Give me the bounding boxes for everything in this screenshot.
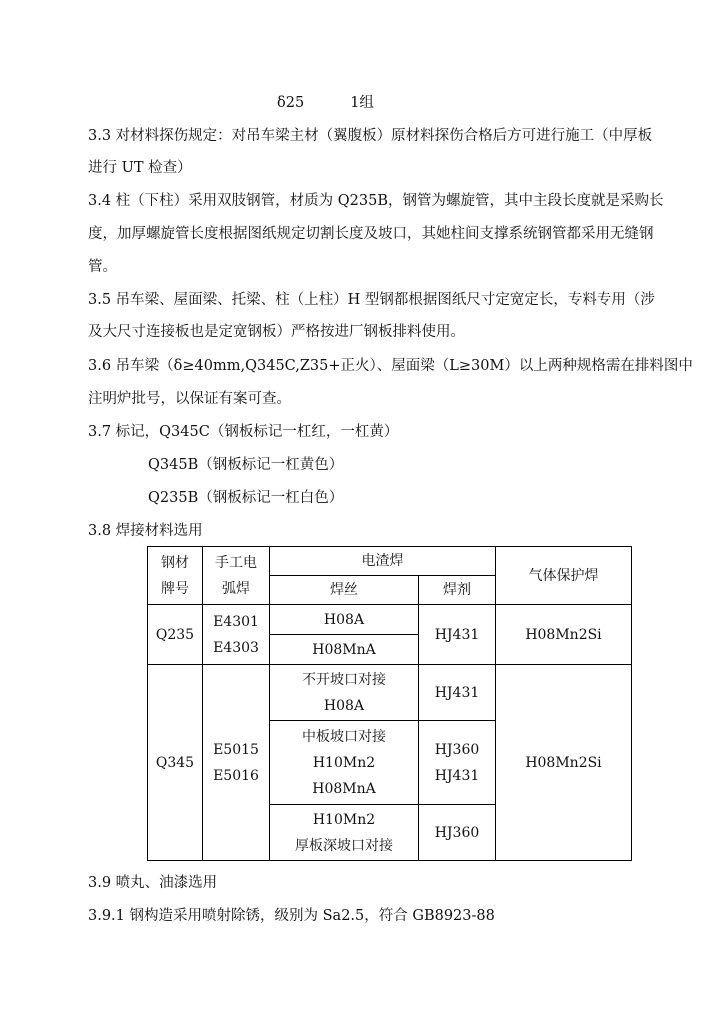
para-3-7-line-1: 3.7 标记，Q345C（钢板标记一杠红，一杠黄） (88, 424, 399, 440)
cell-q235-gas: H08Mn2Si (496, 605, 632, 665)
cell-q235-flux: HJ431 (419, 605, 496, 665)
delta-value: δ25 (277, 95, 305, 111)
para-3-4-line-1: 3.4 柱（下柱）采用双肢钢管，材质为 Q235B，钢管为螺旋管，其中主段长度就是采购长 (88, 193, 664, 209)
cell-q345-wire-group-2: 中板坡口对接 H10Mn2 H08MnA (270, 721, 419, 805)
header-flux: 焊剂 (419, 576, 496, 605)
para-3-9-1: 3.9.1 钢构造采用喷射除锈，级别为 Sa2.5，符合 GB8923-88 (88, 908, 495, 924)
header-wire: 焊丝 (270, 576, 419, 605)
header-line (277, 93, 374, 113)
cell-q235-wire-1: H08A (270, 605, 419, 635)
table-row (148, 605, 632, 635)
cell-q345-grade: Q345 (148, 665, 203, 861)
cell-q345-manual: E5015 E5016 (203, 665, 270, 861)
header-electroslag: 电渣焊 (270, 547, 496, 576)
para-3-9-heading: 3.9 喷丸、油漆选用 (88, 875, 218, 891)
header-gas-shielded: 气体保护焊 (496, 547, 632, 605)
table-row (148, 665, 632, 721)
cell-q345-wire-group-3: H10Mn2 厚板深坡口对接 (270, 805, 419, 861)
para-3-3-line-2: 进行 UT 检查） (88, 160, 192, 176)
table-header-row-1 (148, 547, 632, 576)
para-3-4-line-2: 度，加厚螺旋管长度根据图纸规定切割长度及坡口，其她柱间支撑系统钢管都采用无缝钢 (88, 226, 654, 242)
cell-q345-flux-group-2: HJ360 HJ431 (419, 721, 496, 805)
cell-q235-grade: Q235 (148, 605, 203, 665)
para-3-8-heading: 3.8 焊接材料选用 (88, 523, 203, 539)
para-3-6-line-2: 注明炉批号，以保证有案可查。 (88, 391, 291, 407)
para-3-6-line-1: 3.6 吊车梁（δ≥40mm,Q345C,Z35+正火）、屋面梁（L≥30M）以上两种规格需在排料图中 (88, 358, 693, 374)
cell-q345-wire-group-1: 不开坡口对接 H08A (270, 665, 419, 721)
para-3-3-line-1: 3.3 对材料探伤规定：对吊车梁主材（翼腹板）原材料探伤合格后方可进行施工（中厚板 (88, 128, 653, 144)
para-3-5-line-2: 及大尺寸连接板也是定宽钢板）严格按进厂钢板排料使用。 (88, 324, 465, 340)
cell-q345-flux-group-3: HJ360 (419, 805, 496, 861)
para-3-5-line-1: 3.5 吊车梁、屋面梁、托梁、柱（上柱）H 型钢都根据图纸尺寸定宽定长，专料专用（涉 (88, 292, 655, 308)
header-steel-grade: 钢材 牌号 (148, 547, 203, 605)
cell-q235-wire-2: H08MnA (270, 635, 419, 665)
header-manual-arc: 手工电 弧焊 (203, 547, 270, 605)
cell-q345-flux-group-1: HJ431 (419, 665, 496, 721)
cell-q345-gas: H08Mn2Si (496, 665, 632, 861)
welding-materials-table (147, 546, 632, 861)
para-3-7-line-3: Q235B（钢板标记一杠白色） (148, 490, 344, 506)
cell-q235-manual: E4301 E4303 (203, 605, 270, 665)
para-3-4-line-3: 管。 (88, 259, 117, 275)
para-3-7-line-2: Q345B（钢板标记一杠黄色） (148, 457, 344, 473)
group-value: 1组 (350, 95, 374, 111)
